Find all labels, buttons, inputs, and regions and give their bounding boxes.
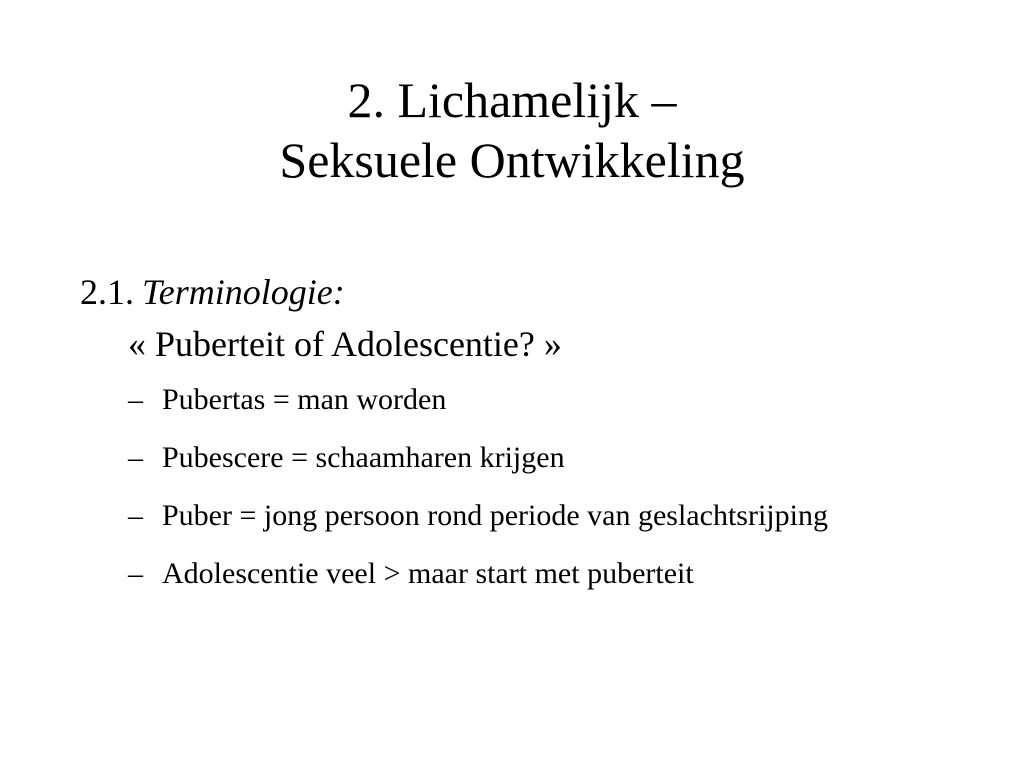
bullet-dash: – xyxy=(128,441,143,474)
bullet-text: Adolescentie veel > maar start met puberteit xyxy=(162,557,694,590)
slide-title-line-1: 2. Lichamelijk – xyxy=(347,72,677,128)
slide-title-line-2: Seksuele Ontwikkeling xyxy=(279,132,745,188)
bullet-dash: – xyxy=(128,499,143,532)
bullet-text: Pubescere = schaamharen krijgen xyxy=(162,441,565,474)
bullet-text: Puber = jong persoon rond periode van geslachtsrijping xyxy=(162,499,828,532)
bullet-item xyxy=(128,554,980,594)
bullet-item xyxy=(128,380,980,420)
bullet-dash: – xyxy=(128,383,143,416)
section-heading xyxy=(80,270,980,314)
section-number: 2.1. xyxy=(80,272,134,312)
bullet-item xyxy=(128,438,980,478)
bullet-list xyxy=(80,380,980,594)
bullet-text: Pubertas = man worden xyxy=(162,383,447,416)
bullet-dash: – xyxy=(128,557,143,590)
bullet-item xyxy=(128,496,980,536)
section-term: Terminologie: xyxy=(142,272,345,312)
slide-body xyxy=(80,270,980,612)
section-question: « Puberteit of Adolescentie? » xyxy=(128,324,562,364)
slide-title xyxy=(0,70,1024,190)
